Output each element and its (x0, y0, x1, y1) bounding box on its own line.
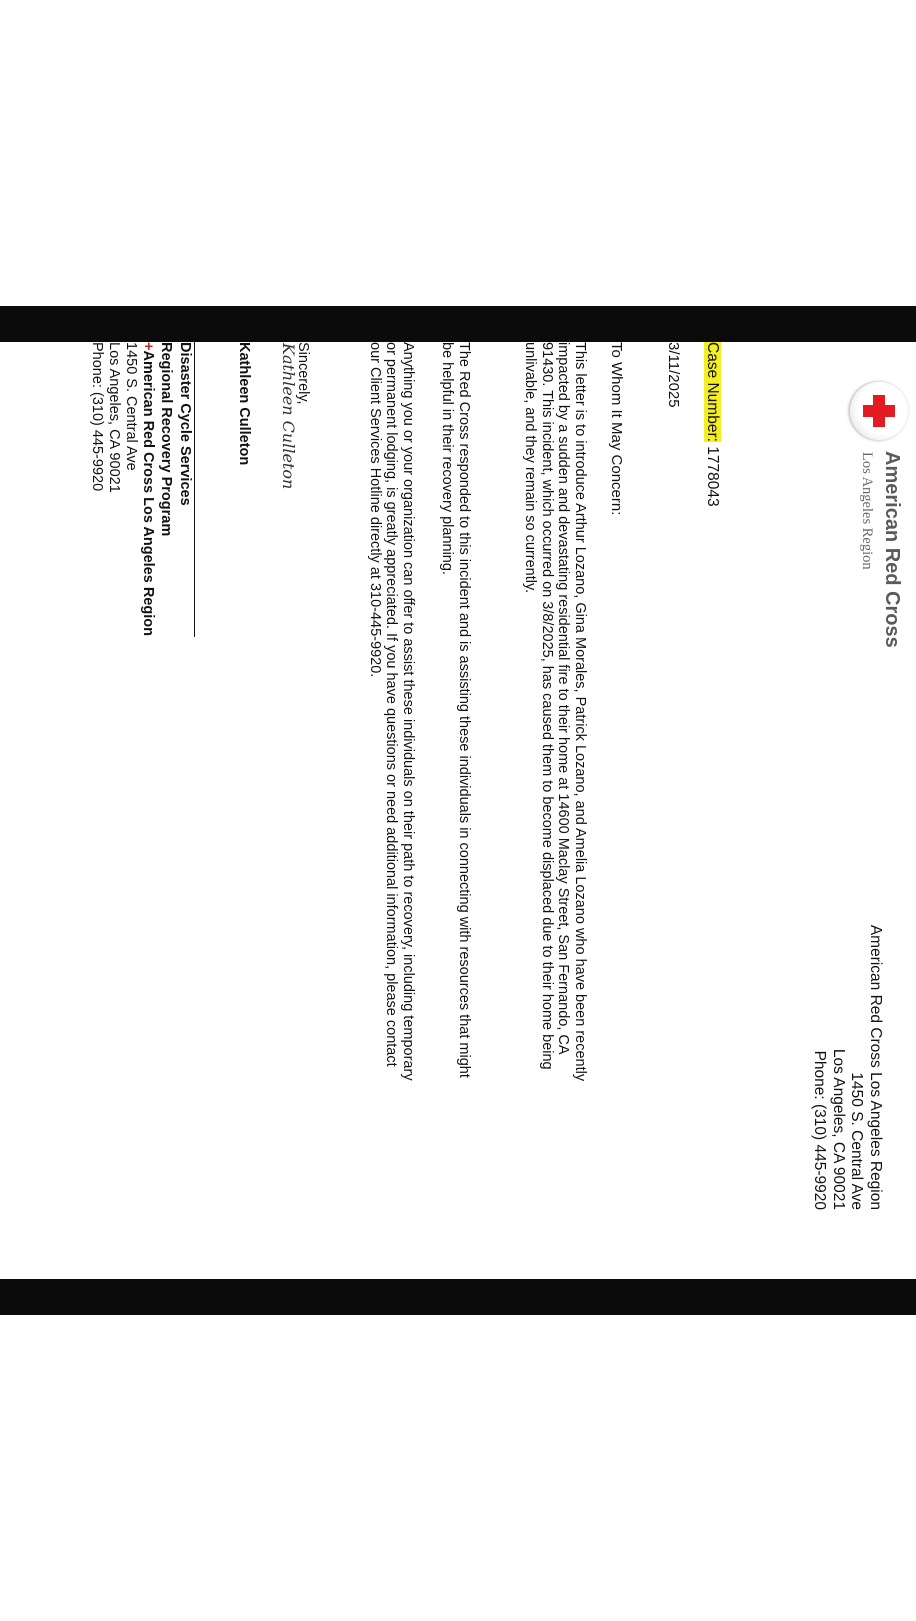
footer-org-line (139, 342, 156, 636)
case-number-label: Case Number: (704, 342, 721, 442)
body-paragraph-2: The Red Cross responded to this incident and is assisting these individuals in connecting with resources that might be helpful in their recovery planning. (439, 342, 472, 1078)
return-address-line: American Red Cross Los Angeles Region (867, 924, 884, 1210)
return-address-line: Los Angeles, CA 90021 (830, 1048, 847, 1210)
body-paragraph-3: Anything you or your organization can offer to assist these individuals on their path to recovery, including temporary or permanent lodging, is greatly appreciated. If you have questions or need additional information, please contact our Client Services Hotline directly at 310-445-9920. (367, 342, 416, 1081)
org-name: American Red Cross (881, 451, 903, 648)
signer-department (156, 342, 194, 536)
footer-org-name: American Red Cross Los Angeles Region (140, 350, 156, 636)
bottom-black-band (0, 1279, 916, 1315)
footer-city: Los Angeles, CA 90021 (106, 342, 122, 493)
case-number (704, 342, 721, 507)
footer-street: 1450 S. Central Ave (123, 342, 139, 471)
body-paragraph-1: This letter is to introduce Arthur Lozano, Gina Morales, Patrick Lozano, and Amelia Lozano who have been recently impacted by a sudden and devastating residential fire to their home at 14600 Maclay Street, San Fernando, CA 91430. This incident, which occurred on 3/8/2025, has caused them to become displaced due to their home being unlivable, and they remain so currently. (522, 342, 588, 1082)
region-name: Los Angeles Region (859, 452, 875, 570)
greeting: To Whom It May Concern: (608, 342, 625, 516)
red-cross-icon (850, 382, 908, 440)
return-address-line: 1450 S. Central Ave (848, 1072, 866, 1210)
top-black-band (0, 306, 916, 342)
valediction: Sincerely, (295, 342, 311, 405)
signature-divider (194, 342, 195, 637)
footer-address (88, 342, 156, 636)
return-address (810, 925, 884, 1210)
letter-date: 3/11/2025 (665, 342, 682, 408)
plus-icon: + (140, 342, 156, 351)
handwritten-signature: Kathleen Culleton (279, 343, 298, 490)
letter-page (0, 342, 916, 1237)
department-name: Disaster Cycle Services (177, 342, 193, 506)
return-address-line: Phone: (310) 445-9920 (811, 1050, 829, 1210)
case-number-value: 1778043 (704, 446, 721, 507)
footer-phone: Phone: (310) 445-9920 (89, 342, 105, 492)
signer-name: Kathleen Culleton (236, 342, 252, 466)
program-name: Regional Recovery Program (158, 342, 174, 537)
